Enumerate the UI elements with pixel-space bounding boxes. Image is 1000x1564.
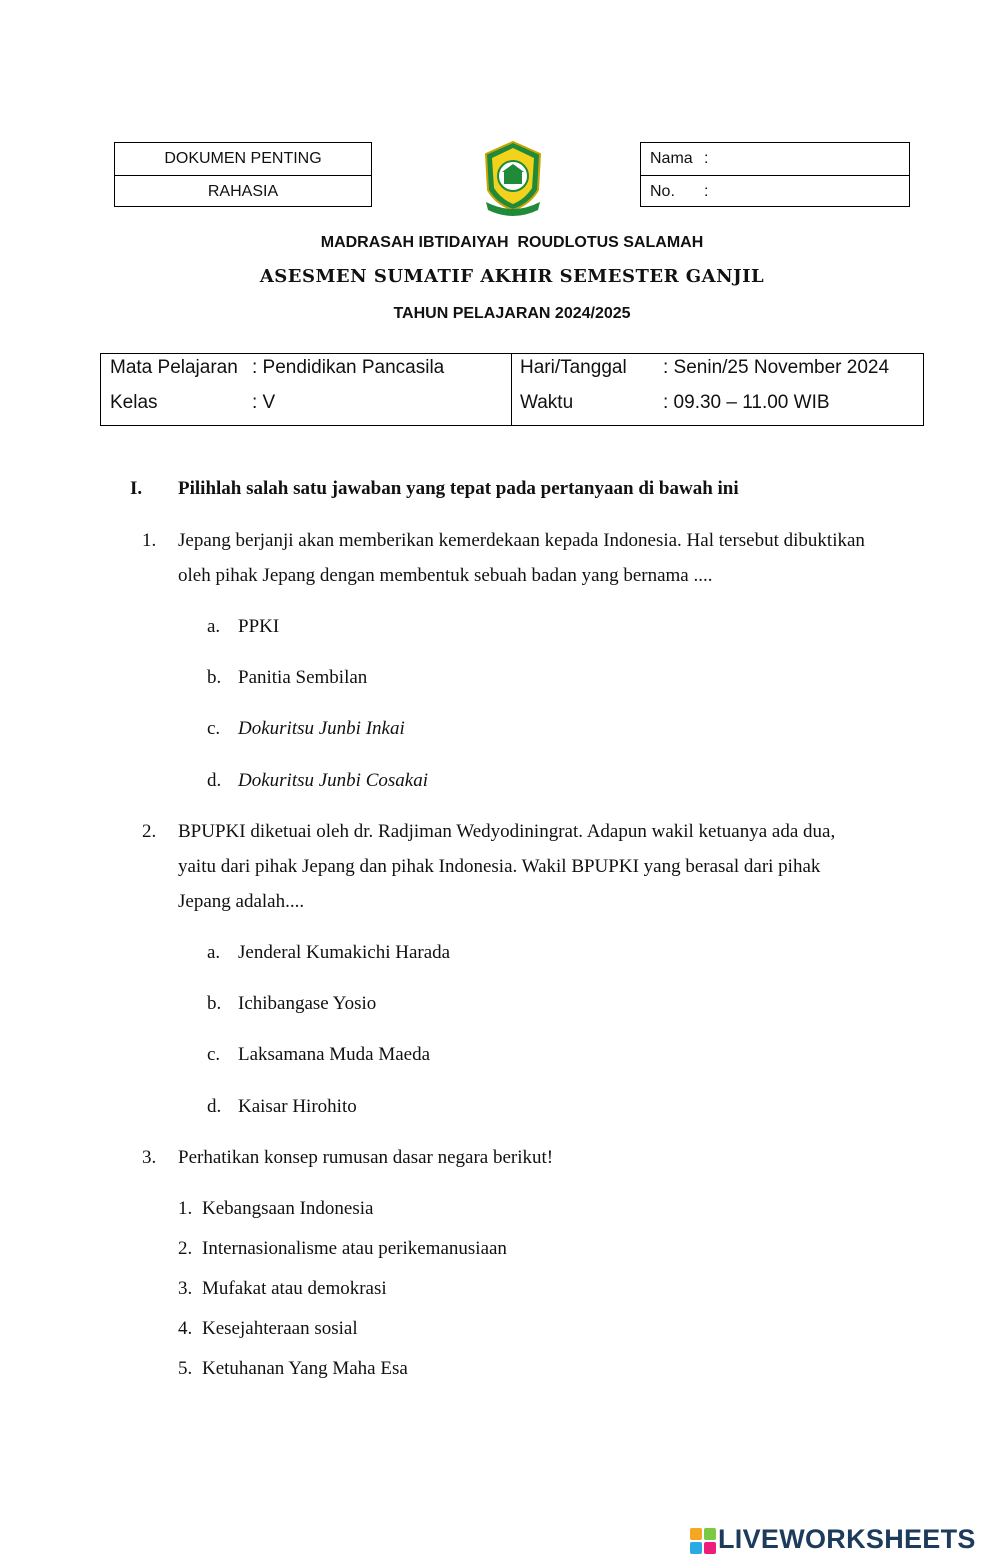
- list-item: Ketuhanan Yang Maha Esa: [202, 1358, 408, 1379]
- number-row[interactable]: [641, 175, 909, 208]
- option-letter[interactable]: d.: [207, 770, 222, 791]
- question-1-option-a[interactable]: PPKI: [238, 616, 280, 637]
- question-1-option-b[interactable]: Panitia Sembilan: [238, 667, 368, 688]
- list-item-number: 2.: [178, 1238, 193, 1259]
- list-item-number: 3.: [178, 1278, 193, 1299]
- academic-year: TAHUN PELAJARAN 2024/2025: [393, 305, 631, 322]
- list-item: Mufakat atau demokrasi: [202, 1278, 387, 1299]
- question-2-option-b[interactable]: Ichibangase Yosio: [238, 993, 377, 1014]
- question-2-option-c[interactable]: Laksamana Muda Maeda: [238, 1044, 431, 1065]
- number-label: No.: [650, 183, 675, 200]
- name-colon: :: [704, 150, 709, 167]
- number-colon: :: [704, 183, 709, 200]
- name-label: Nama: [650, 150, 693, 167]
- class-label: Kelas: [110, 392, 158, 413]
- question-1-line: Jepang berjanji akan memberikan kemerdekaan kepada Indonesia. Hal tersebut dibuktikan: [178, 530, 865, 551]
- list-item: Kebangsaan Indonesia: [202, 1198, 374, 1219]
- exam-title: ASESMEN SUMATIF AKHIR SEMESTER GANJIL: [259, 266, 765, 287]
- option-letter[interactable]: a.: [207, 942, 221, 963]
- time-value: : 09.30 – 11.00 WIB: [663, 392, 830, 413]
- exam-info-table: [100, 353, 924, 426]
- option-letter[interactable]: a.: [207, 616, 221, 637]
- list-item: Kesejahteraan sosial: [202, 1318, 358, 1339]
- table-divider: [511, 354, 512, 425]
- subject-value: : Pendidikan Pancasila: [252, 357, 445, 378]
- subject-label: Mata Pelajaran: [110, 357, 238, 378]
- brand-name: LIVEWORKSHEETS: [718, 1524, 976, 1554]
- class-value: : V: [252, 392, 276, 413]
- option-letter[interactable]: c.: [207, 718, 221, 739]
- question-3-line: Perhatikan konsep rumusan dasar negara berikut!: [178, 1147, 554, 1168]
- document-label-important: DOKUMEN PENTING: [164, 150, 322, 167]
- option-letter[interactable]: c.: [207, 1044, 221, 1065]
- question-1-option-d[interactable]: Dokuritsu Junbi Cosakai: [238, 770, 428, 791]
- date-value: : Senin/25 November 2024: [663, 357, 890, 378]
- list-item-number: 4.: [178, 1318, 193, 1339]
- liveworksheets-icon: [690, 1528, 716, 1554]
- question-2-line: BPUPKI diketuai oleh dr. Radjiman Wedyodiningrat. Adapun wakil ketuanya ada dua,: [178, 821, 836, 842]
- question-1-number: 1.: [142, 530, 157, 551]
- question-2-line: yaitu dari pihak Jepang dan pihak Indonesia. Wakil BPUPKI yang berasal dari pihak: [178, 856, 821, 877]
- document-label-secret: RAHASIA: [115, 175, 371, 208]
- time-label: Waktu: [520, 392, 574, 413]
- question-2-option-d[interactable]: Kaisar Hirohito: [238, 1096, 357, 1117]
- question-2-number: 2.: [142, 821, 157, 842]
- question-2-line: Jepang adalah....: [178, 891, 305, 912]
- question-2-option-a[interactable]: Jenderal Kumakichi Harada: [238, 942, 451, 963]
- section-number: I.: [130, 478, 143, 499]
- question-1-option-c[interactable]: Dokuritsu Junbi Inkai: [238, 718, 405, 739]
- option-letter[interactable]: d.: [207, 1096, 222, 1117]
- list-item: Internasionalisme atau perikemanusiaan: [202, 1238, 507, 1259]
- school-name: MADRASAH IBTIDAIYAH ROUDLOTUS SALAMAH: [320, 234, 704, 251]
- section-instruction: Pilihlah salah satu jawaban yang tepat pada pertanyaan di bawah ini: [178, 478, 739, 499]
- option-letter[interactable]: b.: [207, 993, 222, 1014]
- name-row[interactable]: [641, 143, 909, 175]
- date-label: Hari/Tanggal: [520, 357, 627, 378]
- question-3-number: 3.: [142, 1147, 157, 1168]
- option-letter[interactable]: b.: [207, 667, 222, 688]
- list-item-number: 1.: [178, 1198, 193, 1219]
- student-id-box: [640, 142, 910, 207]
- school-logo-icon: [480, 140, 546, 218]
- document-label-box: [114, 142, 372, 207]
- question-1-line: oleh pihak Jepang dengan membentuk sebuah badan yang bernama ....: [178, 565, 713, 586]
- list-item-number: 5.: [178, 1358, 193, 1379]
